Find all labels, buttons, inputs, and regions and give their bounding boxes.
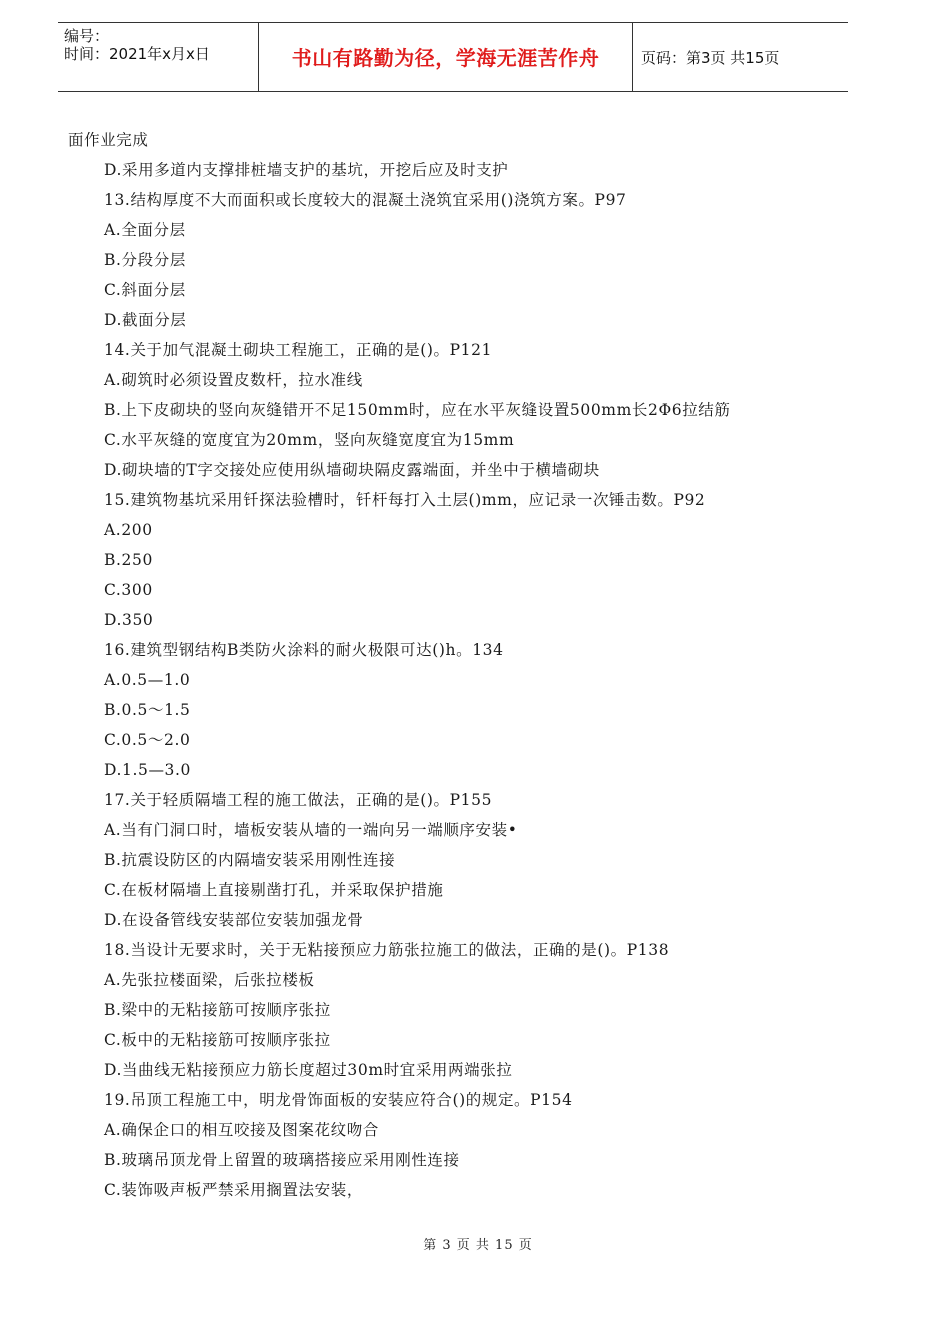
option-line: A.砌筑时必须设置皮数杆，拉水准线 <box>104 371 363 389</box>
option-line: D.当曲线无粘接预应力筋长度超过30m时宜采用两端张拉 <box>104 1061 513 1079</box>
text-line: 面作业完成 <box>68 131 149 149</box>
header-motto: 书山有路勤为径，学海无涯苦作舟 <box>291 46 600 70</box>
option-line: B.梁中的无粘接筋可按顺序张拉 <box>104 1001 331 1019</box>
option-line: B.250 <box>104 551 153 569</box>
option-line: C.在板材隔墙上直接剔凿打孔，并采取保护措施 <box>104 881 444 899</box>
question-line: 18.当设计无要求时，关于无粘接预应力筋张拉施工的做法，正确的是()。P138 <box>104 941 670 959</box>
option-line: B.上下皮砌块的竖向灰缝错开不足150mm时，应在水平灰缝设置500mm长2Φ6拉结筋 <box>104 401 731 419</box>
question-line: 14.关于加气混凝土砌块工程施工，正确的是()。P121 <box>104 341 493 359</box>
option-line: A.全面分层 <box>104 221 186 239</box>
option-line: C.0.5～2.0 <box>104 731 191 749</box>
option-line: A.先张拉楼面梁，后张拉楼板 <box>104 971 315 989</box>
question-line: 17.关于轻质隔墙工程的施工做法，正确的是()。P155 <box>104 791 493 809</box>
header-divider-right <box>632 23 633 91</box>
page-footer: 第 3 页 共 15 页 <box>423 1238 533 1253</box>
header-time-label: 时间：2021年x月x日 <box>64 45 210 63</box>
option-line: C.板中的无粘接筋可按顺序张拉 <box>104 1031 331 1049</box>
header-page-label: 页码：第3页 共15页 <box>641 49 780 67</box>
option-line: A.确保企口的相互咬接及图案花纹吻合 <box>104 1121 379 1139</box>
option-line: C.300 <box>104 581 153 599</box>
page-header <box>58 22 848 92</box>
option-line: C.斜面分层 <box>104 281 186 299</box>
header-meta <box>64 27 254 63</box>
option-line: B.玻璃吊顶龙骨上留置的玻璃搭接应采用刚性连接 <box>104 1151 460 1169</box>
option-line: D.1.5—3.0 <box>104 761 192 779</box>
header-number-label: 编号： <box>64 27 110 45</box>
option-line: C.水平灰缝的宽度宜为20mm，竖向灰缝宽度宜为15mm <box>104 431 515 449</box>
question-line: 15.建筑物基坑采用钎探法验槽时，钎杆每打入土层()mm，应记录一次锤击数。P92 <box>104 491 706 509</box>
option-line: A.当有门洞口时，墙板安装从墙的一端向另一端顺序安装• <box>104 821 518 839</box>
option-line: B.抗震设防区的内隔墙安装采用刚性连接 <box>104 851 396 869</box>
option-line: A.0.5—1.0 <box>104 671 191 689</box>
option-line: B.分段分层 <box>104 251 186 269</box>
option-line: B.0.5～1.5 <box>104 701 191 719</box>
option-line: D.350 <box>104 611 154 629</box>
option-line: D.在设备管线安装部位安装加强龙骨 <box>104 911 364 929</box>
question-line: 13.结构厚度不大而面积或长度较大的混凝土浇筑宜采用()浇筑方案。P97 <box>104 191 627 209</box>
question-line: 19.吊顶工程施工中，明龙骨饰面板的安装应符合()的规定。P154 <box>104 1091 573 1109</box>
text-line: D.采用多道内支撑排桩墙支护的基坑，开挖后应及时支护 <box>104 161 509 179</box>
option-line: D.截面分层 <box>104 311 187 329</box>
option-line: D.砌块墙的T字交接处应使用纵墙砌块隔皮露端面，并坐中于横墙砌块 <box>104 461 600 479</box>
question-line: 16.建筑型钢结构B类防火涂料的耐火极限可达()h。134 <box>104 641 504 659</box>
option-line: A.200 <box>104 521 153 539</box>
option-line: C.装饰吸声板严禁采用搁置法安装， <box>104 1181 363 1199</box>
